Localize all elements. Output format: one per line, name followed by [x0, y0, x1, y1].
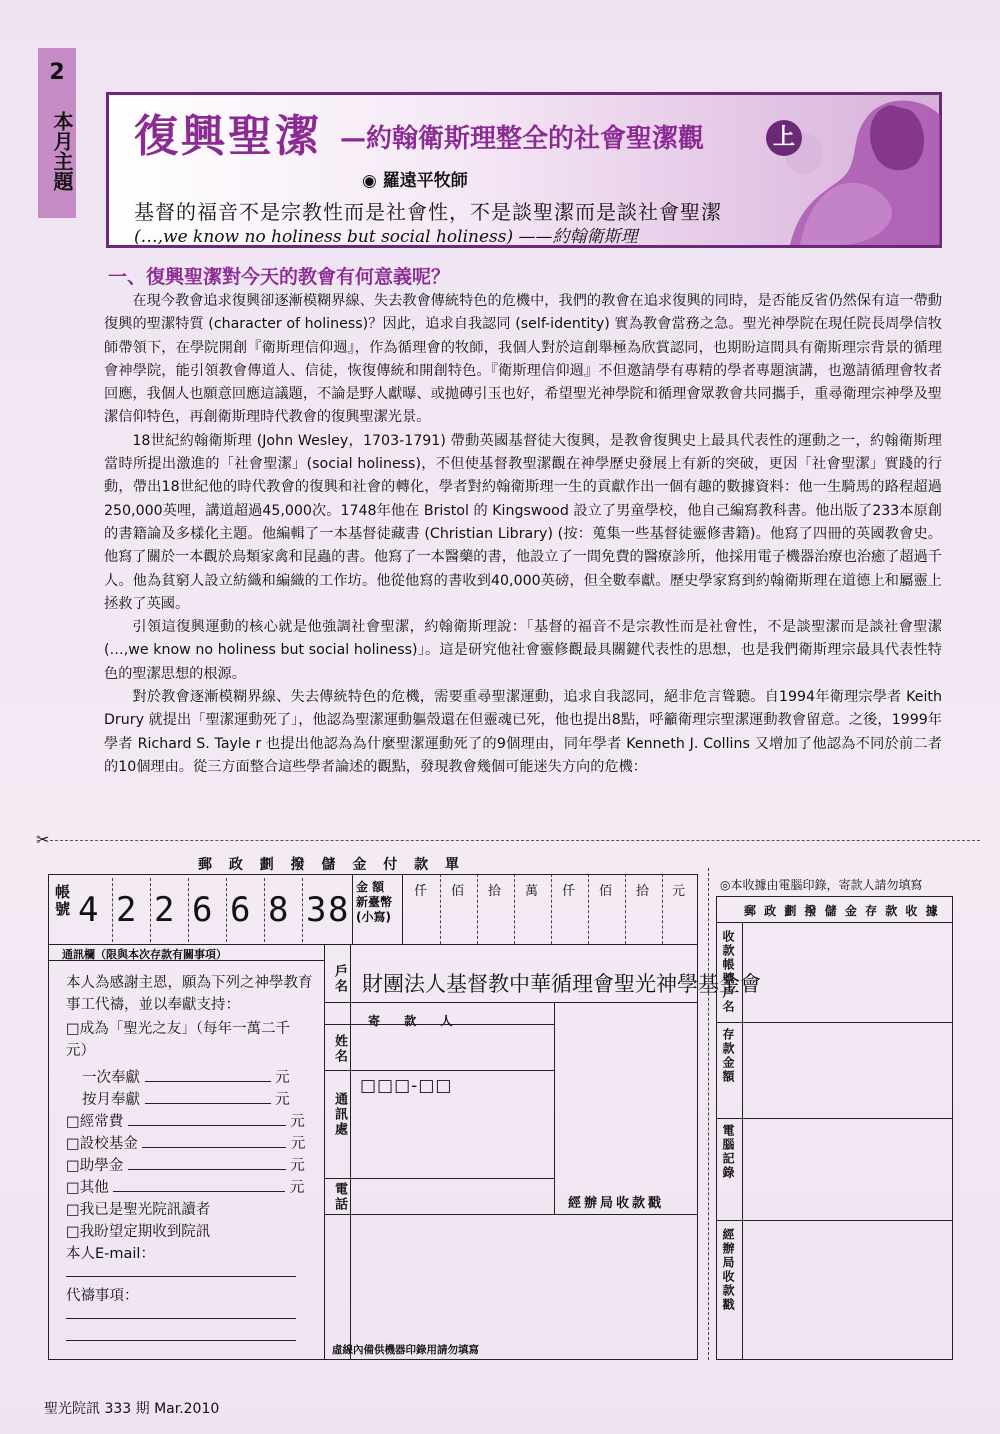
section-label: 本月主題 — [50, 111, 74, 191]
receipt-amount-label: 存款金額 — [721, 1028, 735, 1084]
postcode-boxes[interactable]: □□□-□□ — [360, 1076, 453, 1096]
amount-unit: 仟 — [562, 884, 576, 899]
option-one-time[interactable]: 一次奉獻 — [82, 1070, 140, 1086]
depositor-label: 寄 款 人 — [368, 1014, 463, 1028]
account-digit: 8 — [268, 890, 289, 930]
account-digit: 4 — [78, 890, 99, 930]
form-title: 郵 政 劃 撥 儲 金 付 款 單 — [198, 857, 465, 873]
receipt-record-label: 電腦記錄 — [721, 1124, 735, 1180]
payee-label: 戶名 — [332, 964, 347, 994]
title-subtitle: —約翰衛斯理整全的社會聖潔觀 — [340, 124, 705, 154]
amount-unit: 萬 — [525, 884, 539, 899]
name-label: 姓名 — [332, 1034, 347, 1064]
page-number: 2 — [49, 60, 65, 85]
email-field[interactable] — [66, 1276, 296, 1277]
amount-unit: 拾 — [488, 884, 502, 899]
option-friend[interactable]: □成為「聖光之友」（每年一萬二千元） — [66, 1021, 290, 1059]
option-operating[interactable]: □經常費 — [66, 1114, 124, 1130]
article-body — [104, 290, 942, 779]
option-subscribe[interactable]: □我盼望定期收到院訊 — [66, 1224, 211, 1240]
paragraph: 對於教會逐漸模糊界線、失去傳統特色的危機，需要重尋聖潔運動，追求自我認同，絕非危言聳聽。自1994年衛理宗學者 Keith Drury 就提出「聖潔運動死了」，他認為聖潔運動軀殼還在但靈魂已死，他也提出8點，呼籲衛理宗聖潔運動教會留意。之後，1999年學者 Richard S. Tayle r 也提出他認為為什麼聖潔運動死了的9個理由，同年學者 Kenneth J. Collins 又增加了他認為不同於前二者的10個理由。從三方面整合這些學者論述的觀點，發現教會幾個可能迷失方向的危機： — [104, 689, 942, 775]
receipt-frame — [716, 896, 953, 1360]
quote-english: (…,we know no holiness but social holiness) ——約翰衛斯理 — [134, 227, 638, 247]
prayer-label: 代禱事項： — [66, 1288, 139, 1304]
wesley-portrait-image — [770, 95, 940, 245]
author: ◉ 羅遠平牧師 — [362, 171, 468, 191]
account-digit: 8 — [328, 890, 349, 930]
option-other[interactable]: □其他 — [66, 1180, 109, 1196]
receipt-account-label: 收款帳號戶名 — [721, 930, 735, 1014]
amount-unit: 元 — [672, 884, 686, 899]
quote-chinese: 基督的福音不是宗教性而是社會性，不是談聖潔而是談社會聖潔 — [134, 200, 722, 224]
option-monthly[interactable]: 按月奉獻 — [82, 1092, 140, 1108]
phone-label: 電話 — [332, 1182, 347, 1212]
paragraph: 在現今教會追求復興卻逐漸模糊界線、失去教會傳統特色的危機中，我們的教會在追求復興的同時，是否能反省仍然保有這一帶動復興的聖潔特質 (character of holiness)？因此，追求自我認同 (self-identity) 實為教會當務之急。聖光神學院在現任院長周學信牧師帶領下，在學院開創『衛斯理信仰週』，作為循理會的牧師，我個人對於這創舉極為欣賞認同，也期盼這間具有衛斯理宗背景的循理會神學院，能引領教會傳道人、信徒，恢復傳統和開創特色。『衛斯理信仰週』不但邀請學有專精的學者專題演講，也邀請循理會牧者回應，我個人也願意回應這議題，不論是野人獻曝、或拋磚引玉也好，希望聖光神學院和循理會眾教會共同攜手，重尋衛理宗神學及聖潔信仰特色，再創衛斯理時代教會的復興聖潔光景。 — [104, 293, 942, 426]
note-header: 通訊欄（限與本次存款有關事項） — [62, 948, 227, 961]
account-digit: 6 — [230, 890, 251, 930]
account-digit: 2 — [116, 890, 137, 930]
prayer-field[interactable] — [66, 1318, 296, 1319]
amount-unit: 佰 — [451, 884, 465, 899]
receipt-stamp-label: 經辦局收款戳 — [721, 1228, 735, 1312]
email-label: 本人E-mail： — [66, 1246, 155, 1262]
payee-name: 財團法人基督教中華循理會聖光神學基金會 — [362, 972, 761, 996]
amount-label: 金 額 新臺幣 (小寫) — [356, 880, 393, 924]
option-reader[interactable]: □我已是聖光院訊讀者 — [66, 1202, 211, 1218]
post-office-stamp-label: 經辦局收款戳 — [568, 1196, 665, 1211]
paragraph: 18世紀約翰衛斯理 (John Wesley，1703-1791) 帶動英國基督徒大復興，是教會復興史上最具代表性的運動之一，約翰衛斯理當時所提出激進的「社會聖潔」(social holiness)，不但使基督教聖潔觀在神學歷史發展上有新的突破，更因「社會聖潔」實踐的行動，帶出18世紀他的時代教會的復興和社會的轉化，學者對約翰衛斯理一生的貢獻作出一個有趣的數據資料：他一生騎馬的路程超過250,000英哩，講道超過45,000次。1748年他在 Bristol 的 Kingswood 設立了男童學校，他自己編寫教科書。他出版了233本原創的書籍論及多樣化主題。他編輯了一本基督徒藏書 (Christian Library) (按：蒐集一些基督徒靈修書籍)。他寫了四冊的英國教會史。他寫了關於一本觀於鳥類家禽和昆蟲的書。他寫了一本醫藥的書，他設立了一間免費的醫療診所，他採用電子機器治療也治癒了超過千人。他為貧窮人設立紡織和編織的工作坊。他從他寫的書收到40,000英磅，但全數奉獻。歷史學家寫到約翰衛斯理在道德上和屬靈上拯救了英國。 — [104, 432, 942, 612]
giro-payment-form: 郵 政 劃 撥 儲 金 付 款 單 帳號 4 2 2 6 6 8 3 8 金 額 新臺幣 (小寫) 仟 佰 拾 萬 仟 佰 拾 元 通訊欄（限與本次存款有關事項） 本人為感謝主恩，願為下列之神學教育事工代禱，並以奉獻支持： □成為「聖光之友」（每年一萬二千元） 一次奉獻 元 按月奉獻 元 □經常費 元 □設校基金 元 □助學金 元 □其他 元 □我已是聖光院訊讀者 □我盼望定期收到院訊 本人E-mail： 代禱事項： 戶名 財團法人基督教中華循理會聖光神學基金會 寄 款 人 姓名 通訊處 □□□-□□ 電話 經辦局收款戳 虛線內備供機器印錄用請勿填寫 ◎本收據由電腦印錄，寄款人請勿填寫 郵 政 劃 撥 儲 金 存 款 收 據 收款帳號戶名 存款金額 電腦記錄 經辦局收款戳 — [48, 852, 983, 1362]
account-digit: 6 — [192, 890, 213, 930]
amount-unit: 佰 — [599, 884, 613, 899]
paragraph: 引領這復興運動的核心就是他強調社會聖潔，約翰衛斯理說：「基督的福音不是宗教性而是社會性，不是談聖潔而是談社會聖潔 (…,we know no holiness but social holiness)」。這是研究他社會靈修觀最具關鍵代表性的思想，也是我們衛斯理宗最具代表性特色的聖潔思想的根源。 — [104, 619, 942, 682]
receipt-note: ◎本收據由電腦印錄，寄款人請勿填寫 — [720, 878, 923, 892]
cut-line — [50, 840, 980, 841]
title-main: 復興聖潔 — [134, 111, 322, 162]
receipt-title: 郵 政 劃 撥 儲 金 存 款 收 據 — [744, 904, 940, 918]
option-scholarship[interactable]: □助學金 — [66, 1158, 124, 1174]
amount-unit: 拾 — [636, 884, 650, 899]
account-digit: 3 — [306, 890, 327, 930]
scissors-icon: ✂ — [36, 830, 50, 849]
section-heading: 一、復興聖潔對今天的教會有何意義呢？ — [108, 266, 451, 288]
footer: 聖光院訊 333 期 Mar.2010 — [44, 1401, 220, 1417]
prayer-field[interactable] — [66, 1340, 296, 1341]
option-school-fund[interactable]: □設校基金 — [66, 1136, 138, 1152]
part-badge: 上 — [766, 120, 802, 156]
account-label: 帳號 — [53, 884, 71, 918]
machine-note: 虛線內備供機器印錄用請勿填寫 — [332, 1344, 479, 1356]
amount-unit: 仟 — [414, 884, 428, 899]
account-digit: 2 — [154, 890, 175, 930]
donation-intro: 本人為感謝主恩，願為下列之神學教育事工代禱，並以奉獻支持： — [66, 975, 313, 1013]
address-label: 通訊處 — [332, 1092, 347, 1137]
